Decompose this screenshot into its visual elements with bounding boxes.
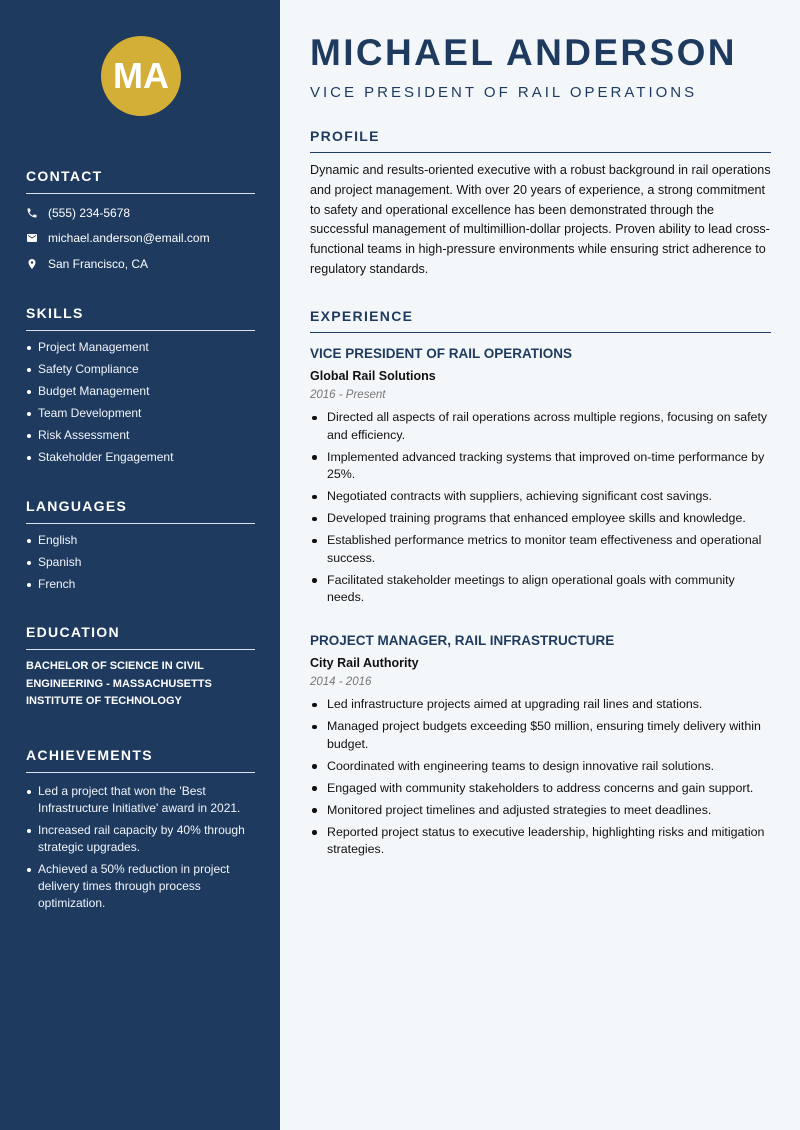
education-section [26, 624, 255, 711]
job-title: PROJECT MANAGER, RAIL INFRASTRUCTURE [310, 633, 615, 648]
list-item: English [26, 532, 255, 549]
skills-list [26, 339, 255, 466]
list-item: Increased rail capacity by 40% through strategic upgrades. [26, 822, 255, 856]
contact-heading: CONTACT [26, 168, 255, 194]
list-item: Project Management [26, 339, 255, 356]
sidebar [0, 0, 280, 1130]
list-item: Budget Management [26, 383, 255, 400]
list-item: Spanish [26, 554, 255, 571]
job-company: Global Rail Solutions [310, 369, 436, 383]
contact-section [26, 168, 255, 277]
contact-phone [26, 200, 255, 226]
contact-location-text: San Francisco, CA [48, 256, 149, 271]
profile-heading: PROFILE [310, 128, 771, 153]
languages-heading: LANGUAGES [26, 498, 255, 524]
job-bullets [310, 409, 771, 607]
list-item: Developed training programs that enhanced employee skills and knowledge. [310, 510, 771, 528]
contact-phone-text[interactable]: (555) 234-5678 [48, 205, 131, 220]
experience-section [310, 308, 771, 333]
contact-email-text[interactable]: michael.anderson@email.com [48, 231, 210, 246]
profile-text: Dynamic and results-oriented executive with a robust background in rail operations and project management. With over 20 years of experience, a strong commitment to safety and operational excellence has been demonstrated through the successful management of multimillion-dollar projects. Proven ability to lead cross-functional teams in high-pressure environments while ensuring strict adherence to regulatory standards. [310, 163, 771, 276]
list-item: Engaged with community stakeholders to address concerns and gain support. [310, 780, 771, 798]
list-item: Led a project that won the 'Best Infrastructure Initiative' award in 2021. [26, 783, 255, 817]
job-title: VICE PRESIDENT OF RAIL OPERATIONS [310, 346, 573, 361]
location-pin-icon [26, 258, 48, 270]
education-degree: BACHELOR OF SCIENCE IN CIVIL ENGINEERING - MASSACHUSETTS INSTITUTE OF TECHNOLOGY [26, 660, 212, 707]
job-bullets [310, 696, 771, 859]
list-item: French [26, 576, 255, 593]
achievements-list [26, 783, 255, 912]
list-item: Facilitated stakeholder meetings to align operational goals with community needs. [310, 572, 771, 607]
languages-list [26, 532, 255, 593]
email-icon [26, 232, 48, 244]
contact-location [26, 251, 255, 277]
job-dates: 2014 - 2016 [310, 676, 372, 688]
contact-email [26, 226, 255, 252]
list-item: Team Development [26, 405, 255, 422]
list-item: Led infrastructure projects aimed at upgrading rail lines and stations. [310, 696, 771, 714]
list-item: Safety Compliance [26, 361, 255, 378]
job-company: City Rail Authority [310, 656, 419, 670]
job-entry [310, 346, 771, 611]
avatar: MA [101, 36, 181, 116]
skills-section [26, 305, 255, 471]
education-heading: EDUCATION [26, 624, 255, 650]
job-dates: 2016 - Present [310, 389, 386, 401]
list-item: Coordinated with engineering teams to design innovative rail solutions. [310, 758, 771, 776]
languages-section [26, 498, 255, 598]
list-item: Established performance metrics to monitor team effectiveness and operational success. [310, 532, 771, 567]
job-entry [310, 633, 771, 863]
list-item: Reported project status to executive leadership, highlighting risks and mitigation strategies. [310, 824, 771, 859]
list-item: Directed all aspects of rail operations across multiple regions, focusing on safety and efficiency. [310, 409, 771, 444]
candidate-name: MICHAEL ANDERSON [310, 32, 737, 73]
experience-heading: EXPERIENCE [310, 308, 771, 333]
list-item: Negotiated contracts with suppliers, achieving significant cost savings. [310, 488, 771, 506]
list-item: Managed project budgets exceeding $50 million, ensuring timely delivery within budget. [310, 718, 771, 753]
list-item: Implemented advanced tracking systems that improved on-time performance by 25%. [310, 449, 771, 484]
list-item: Stakeholder Engagement [26, 449, 255, 466]
list-item: Achieved a 50% reduction in project delivery times through process optimization. [26, 861, 255, 912]
list-item: Monitored project timelines and adjusted strategies to meet deadlines. [310, 802, 771, 820]
phone-icon [26, 207, 48, 219]
list-item: Risk Assessment [26, 427, 255, 444]
achievements-heading: ACHIEVEMENTS [26, 747, 255, 773]
skills-heading: SKILLS [26, 305, 255, 331]
candidate-title: VICE PRESIDENT OF RAIL OPERATIONS [310, 84, 698, 101]
achievements-section [26, 747, 255, 917]
profile-section [310, 128, 771, 280]
